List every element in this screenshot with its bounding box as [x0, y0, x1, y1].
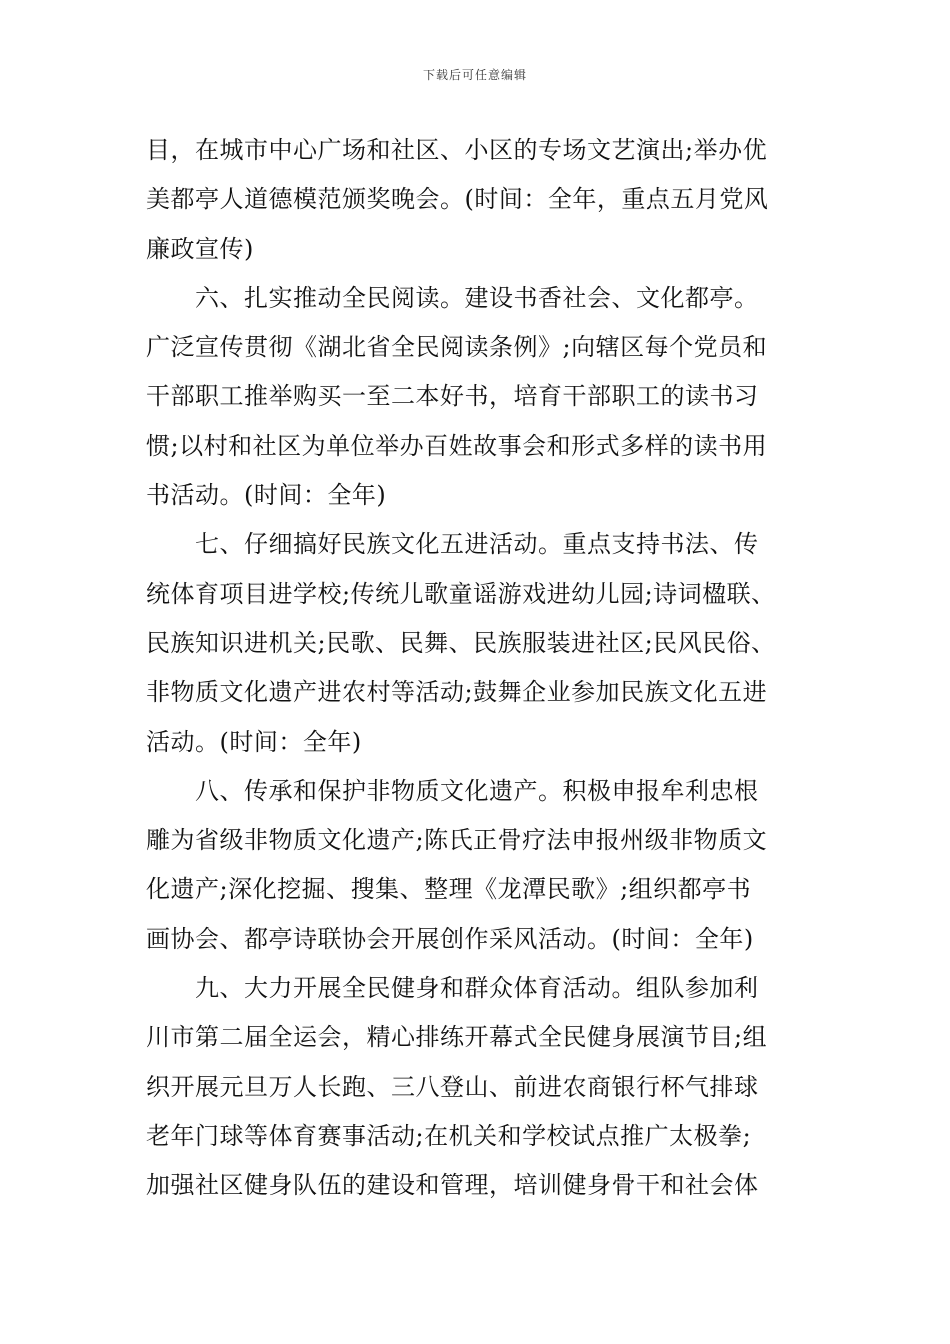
text-line: 织开展元旦万人长跑、三八登山、前进农商银行杯气排球	[146, 1072, 759, 1101]
text-line: 化遗产;深化挖掘、搜集、整理《龙潭民歌》;组织都亭书	[146, 875, 752, 904]
text-line: 统体育项目进学校;传统儿歌童谣游戏进幼儿园;诗词楹联、	[146, 579, 776, 608]
document-body	[146, 126, 826, 1211]
text-line: 非物质文化遗产进农村等活动;鼓舞企业参加民族文化五进	[146, 678, 768, 707]
text-line: 廉政宣传)	[146, 234, 254, 263]
text-line: 目，在城市中心广场和社区、小区的专场文艺演出;举办优	[146, 136, 768, 164]
text-line: 雕为省级非物质文化遗产;陈氏正骨疗法申报州级非物质文	[146, 826, 768, 855]
text-line: 川市第二届全运会，精心排练开幕式全民健身展演节目;组	[146, 1023, 768, 1052]
text-line: 惯;以村和社区为单位举办百姓故事会和形式多样的读书用	[146, 431, 768, 460]
text-line: 活动。(时间：全年)	[146, 727, 362, 756]
text-line: 六、扎实推动全民阅读。建设书香社会、文化都亭。	[146, 283, 759, 312]
page-header: 下载后可任意编辑	[422, 68, 527, 82]
text-line: 八、传承和保护非物质文化遗产。积极申报牟利忠根	[146, 776, 759, 805]
text-line: 干部职工推举购买一至二本好书，培育干部职工的读书习	[146, 382, 759, 411]
text-line: 画协会、都亭诗联协会开展创作采风活动。(时间：全年)	[146, 924, 754, 953]
text-line: 民族知识进机关;民歌、民舞、民族服装进社区;民风民俗、	[146, 628, 776, 657]
text-line: 书活动。(时间：全年)	[146, 481, 387, 510]
text-line: 加强社区健身队伍的建设和管理，培训健身骨干和社会体	[146, 1171, 759, 1200]
text-line: 九、大力开展全民健身和群众体育活动。组队参加利	[146, 974, 759, 1003]
text-line: 广泛宣传贯彻《湖北省全民阅读条例》;向辖区每个党员和	[146, 333, 768, 362]
text-line: 七、仔细搞好民族文化五进活动。重点支持书法、传	[146, 530, 759, 559]
text-line: 美都亭人道德模范颁奖晚会。(时间：全年，重点五月党风	[146, 185, 769, 214]
text-line: 老年门球等体育赛事活动;在机关和学校试点推广太极拳;	[146, 1121, 752, 1150]
